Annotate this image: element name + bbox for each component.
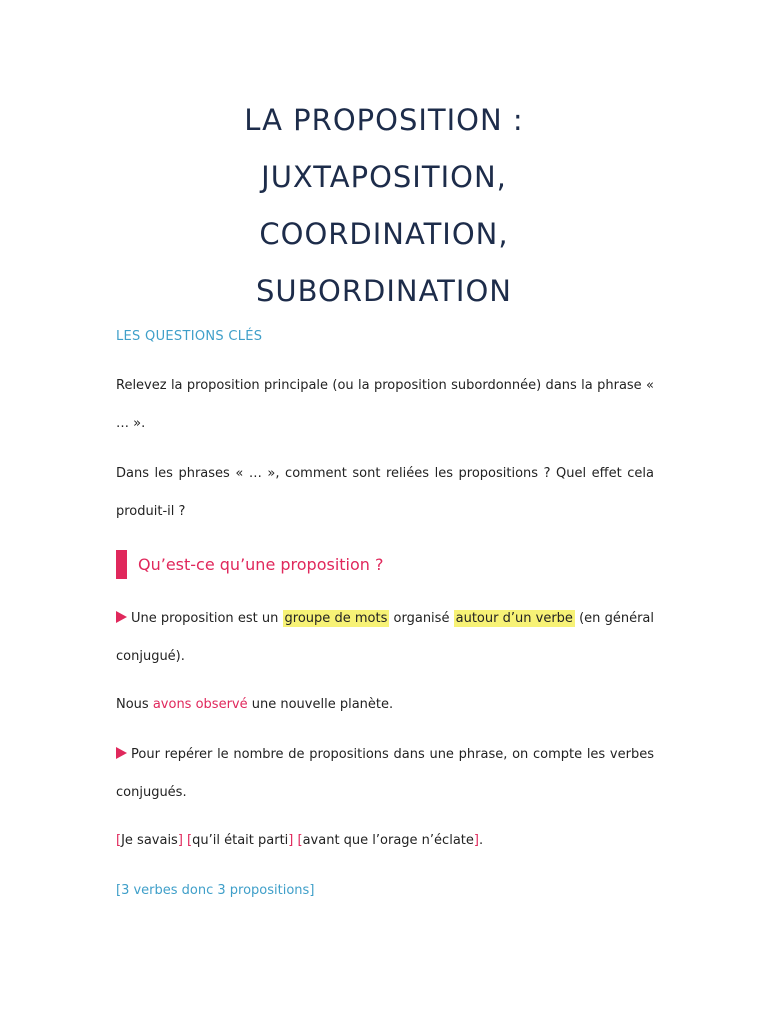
example2-end: .	[478, 833, 484, 848]
page-title	[0, 92, 768, 320]
example2-prop1: Je savais	[121, 833, 178, 848]
example1-verb: avons observé	[152, 697, 248, 712]
definition-text-after: (en général conjugué).	[116, 611, 654, 664]
example1-after: une nouvelle planète.	[247, 697, 394, 712]
proposition-count-note: [3 verbes donc 3 propositions]	[116, 883, 315, 898]
definition-text-before: Une proposition est un	[131, 611, 283, 626]
definition-paragraph	[116, 600, 654, 676]
example2-prop3: avant que l’orage n’éclate	[302, 833, 474, 848]
triangle-bullet-icon	[116, 747, 127, 759]
section-heading-label: Qu’est-ce qu’une proposition ?	[138, 554, 384, 574]
title-line-2: JUXTAPOSITION,	[261, 160, 507, 194]
section-heading	[116, 549, 384, 579]
triangle-bullet-icon	[116, 611, 127, 623]
example-sentence-2: [Je savais] [qu’il était parti] [avant que l’orage n’éclate].	[116, 833, 484, 848]
example1-before: Nous	[116, 697, 153, 712]
definition-text-middle: organisé	[389, 611, 454, 626]
example-sentence-1	[116, 686, 654, 724]
title-line-3: COORDINATION,	[259, 217, 509, 251]
key-question-1: Relevez la proposition principale (ou la proposition subordonnée) dans la phrase « … ».	[116, 378, 654, 431]
rule-paragraph	[116, 736, 654, 812]
highlight-autour-verbe: autour d’un verbe	[455, 611, 573, 626]
title-line-1: LA PROPOSITION :	[244, 103, 524, 137]
rule-text: Pour repérer le nombre de propositions dans une phrase, on compte les verbes conjugués.	[116, 747, 654, 800]
section-marker-bar	[116, 550, 127, 579]
example2-prop2: qu’il était parti	[192, 833, 289, 848]
highlight-groupe-de-mots: groupe de mots	[284, 611, 388, 626]
title-line-4: SUBORDINATION	[256, 274, 512, 308]
key-questions-heading: LES QUESTIONS CLÉS	[116, 329, 263, 344]
key-question-2: Dans les phrases « … », comment sont reliées les propositions ? Quel effet cela produit-il ?	[116, 466, 654, 519]
